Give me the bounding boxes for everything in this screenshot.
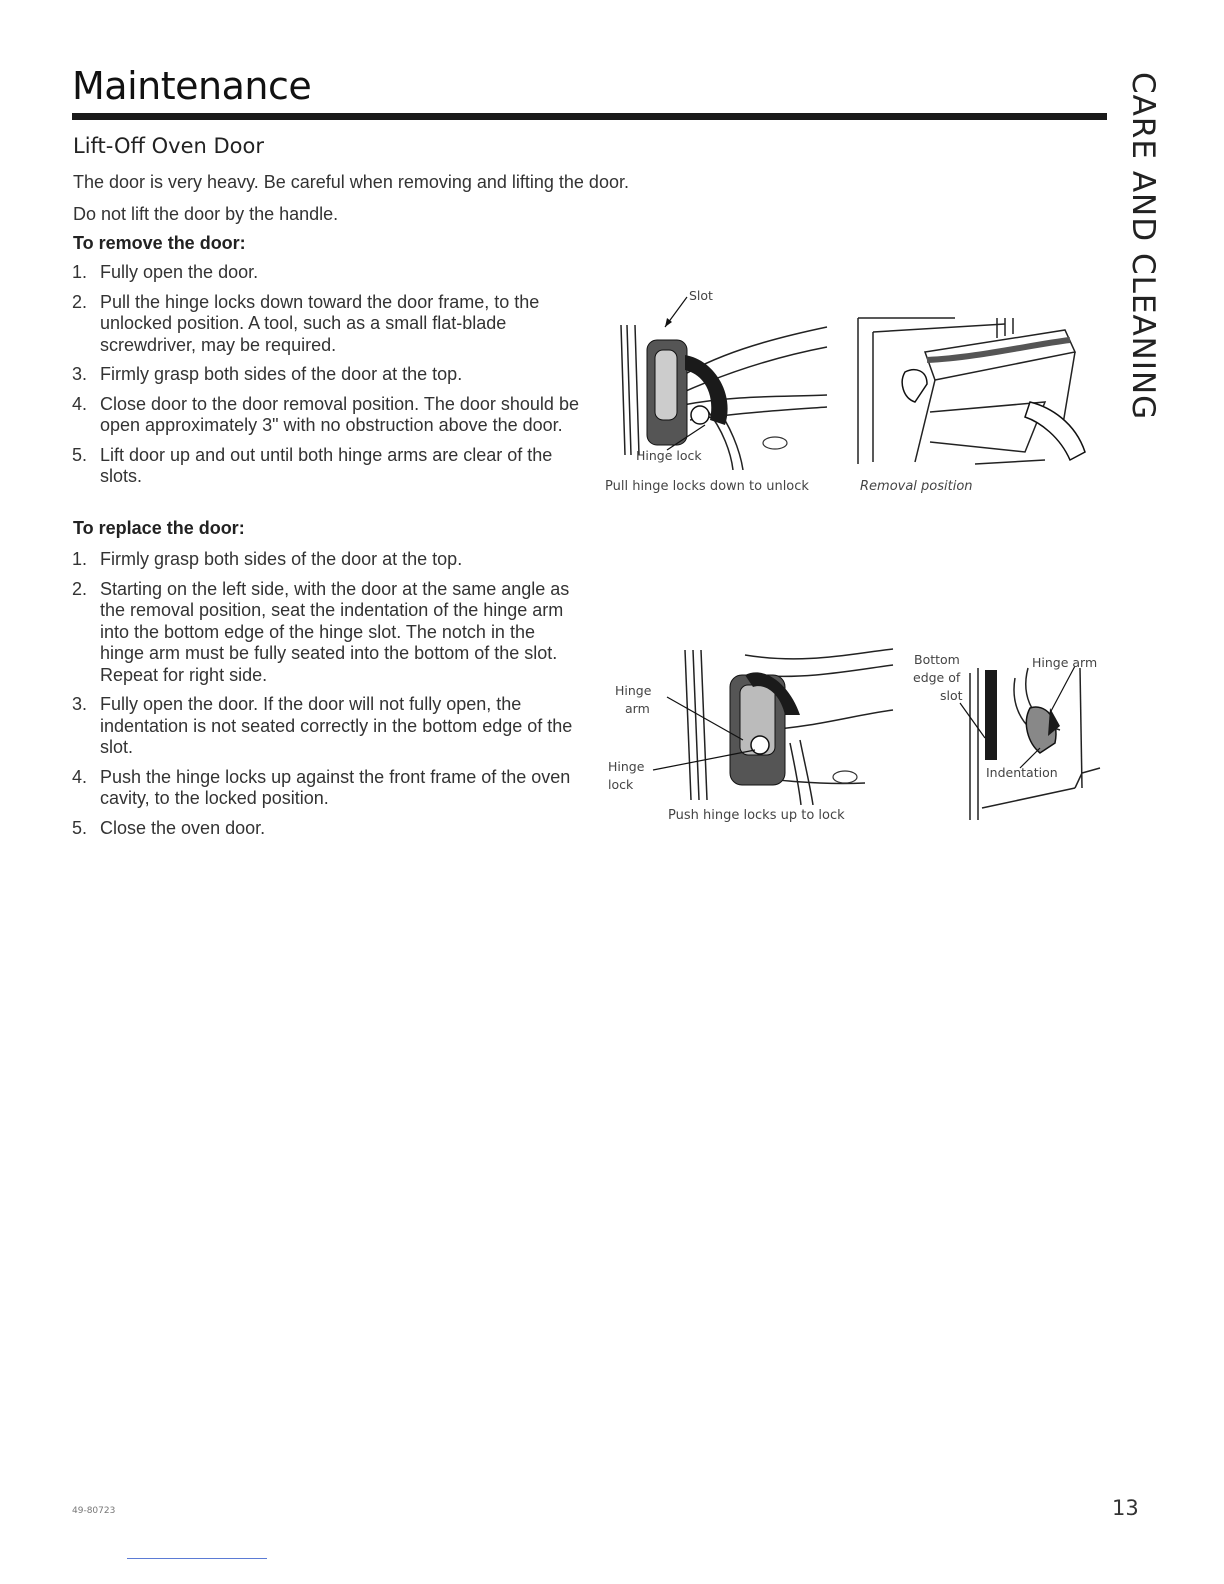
section-heading: Lift-Off Oven Door <box>73 134 264 158</box>
step-text: Firmly grasp both sides of the door at the top. <box>100 549 463 569</box>
label-bottom-edge-line2: edge of <box>913 670 961 685</box>
intro-warning: The door is very heavy. Be careful when removing and lifting the door. <box>73 172 629 192</box>
label-slot: Slot <box>689 288 713 303</box>
step-number: 1. <box>72 549 88 569</box>
lock-caption: Push hinge locks up to lock <box>668 808 845 823</box>
list-item <box>72 694 582 759</box>
step-text: Starting on the left side, with the door at the same angle as the removal position, seat the indentation of the hinge arm into the bottom edge of the hinge slot. The notch in the hinge arm must be fully seated into the bottom of the slot. Repeat for right side. <box>100 578 570 685</box>
list-item <box>72 394 582 437</box>
list-item <box>72 292 582 357</box>
unlock-caption: Pull hinge locks down to unlock <box>605 479 809 494</box>
remove-steps-list <box>72 262 582 496</box>
step-number: 2. <box>72 578 88 599</box>
step-number: 1. <box>72 262 88 282</box>
label-hinge-lock-line2: lock <box>608 777 634 792</box>
step-number: 5. <box>72 817 88 838</box>
step-text: Push the hinge locks up against the front frame of the oven cavity, to the locked position. <box>100 766 571 808</box>
hinge-lock-illustration <box>605 645 900 805</box>
remove-heading: To remove the door: <box>73 233 246 253</box>
hinge-detail-illustration <box>910 648 1110 823</box>
step-text: Fully open the door. <box>100 262 259 282</box>
label-bottom-edge-line1: Bottom <box>914 652 960 667</box>
list-item <box>72 767 582 810</box>
label-hinge-arm-line2: arm <box>625 701 650 716</box>
step-text: Pull the hinge locks down toward the door frame, to the unlocked position. A tool, such as a small flat-blade screwdriver, may be required. <box>100 291 540 355</box>
step-text: Close door to the door removal position. The door should be open approximately 3" with no obstruction above the door. <box>100 393 579 435</box>
list-item <box>72 579 582 687</box>
label-indentation: Indentation <box>986 765 1058 780</box>
bottom-rule <box>127 1558 267 1559</box>
list-item <box>72 445 582 488</box>
replace-heading: To replace the door: <box>73 518 245 538</box>
intro-handle-note: Do not lift the door by the handle. <box>73 204 339 224</box>
step-number: 3. <box>72 364 88 384</box>
removal-caption: Removal position <box>860 479 973 494</box>
label-bottom-edge-line3: slot <box>940 688 963 703</box>
step-text: Lift door up and out until both hinge arms are clear of the slots. <box>100 444 553 486</box>
label-hinge-lock-line1: Hinge <box>608 759 645 774</box>
page-title: Maintenance <box>72 64 312 108</box>
step-number: 3. <box>72 694 88 714</box>
replace-steps-list <box>72 549 582 847</box>
page-number: 13 <box>1112 1496 1139 1520</box>
hinge-unlock-illustration <box>615 285 835 470</box>
step-number: 5. <box>72 444 88 465</box>
list-item <box>72 262 582 284</box>
section-side-tab: CARE AND CLEANING <box>1125 72 1161 421</box>
step-number: 2. <box>72 291 88 312</box>
step-text: Firmly grasp both sides of the door at the top. <box>100 364 463 384</box>
label-hinge-arm-line1: Hinge <box>615 683 652 698</box>
removal-position-illustration <box>855 312 1090 470</box>
list-item <box>72 549 582 571</box>
step-number: 4. <box>72 766 88 787</box>
step-number: 4. <box>72 393 88 414</box>
document-number: 49-80723 <box>72 1506 116 1516</box>
step-text: Close the oven door. <box>100 817 266 838</box>
label-hinge-arm: Hinge arm <box>1032 655 1098 670</box>
step-text: Fully open the door. If the door will not fully open, the indentation is not seated correctly in the bottom edge of the slot. <box>100 694 573 757</box>
label-hinge-lock: Hinge lock <box>636 448 702 463</box>
list-item <box>72 818 582 840</box>
title-rule <box>72 113 1107 120</box>
list-item <box>72 364 582 386</box>
